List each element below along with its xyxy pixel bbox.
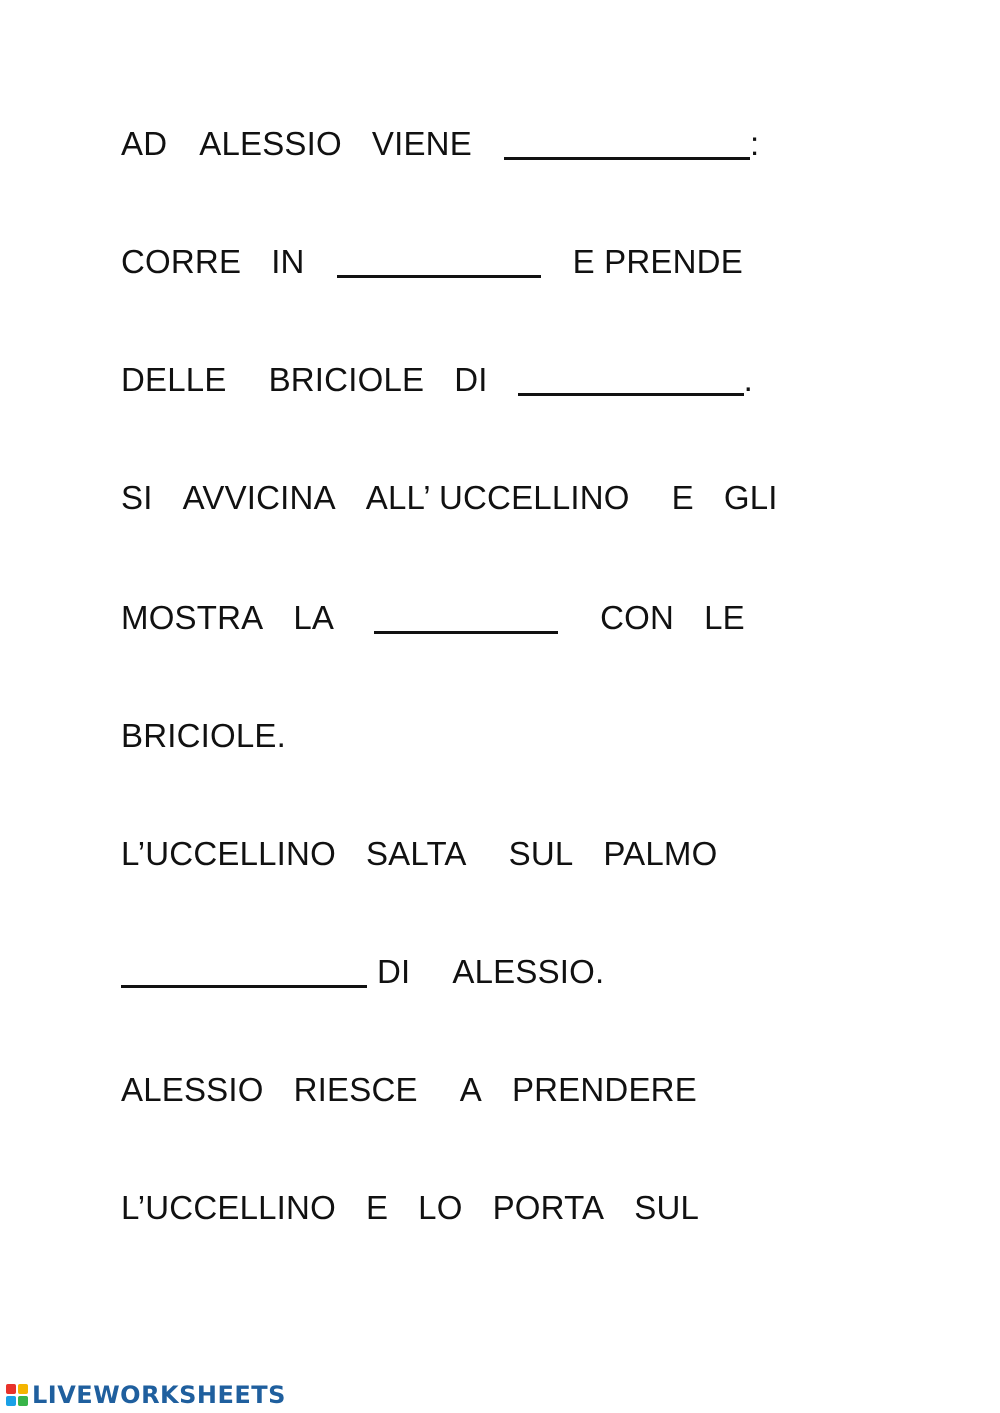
line-text: SI <box>121 479 153 516</box>
answer-blank[interactable] <box>121 953 367 988</box>
line-text: IN <box>271 243 305 280</box>
line-text: AD <box>121 125 168 162</box>
line-text: ALESSIO. <box>452 953 605 990</box>
logo-square <box>6 1396 16 1406</box>
line-text: ALESSIO <box>199 125 342 162</box>
line-text: BRICIOLE. <box>121 717 287 754</box>
line-text: LA <box>293 599 335 636</box>
liveworksheets-logo-icon <box>6 1384 28 1406</box>
line-text: E <box>365 1189 389 1226</box>
footer-logo <box>6 1380 286 1410</box>
answer-blank[interactable] <box>518 361 744 396</box>
line-text: . <box>743 361 753 398</box>
line-text: LE <box>704 599 745 636</box>
logo-square <box>6 1384 16 1394</box>
line-text: PORTA <box>492 1189 605 1226</box>
text-line <box>121 356 753 400</box>
text-line <box>121 594 745 638</box>
line-text: PRENDERE <box>511 1071 697 1108</box>
line-text: L’UCCELLINO <box>121 1189 336 1226</box>
line-text: MOSTRA <box>121 599 264 636</box>
line-text: VIENE <box>371 125 472 162</box>
line-text: RIESCE <box>293 1071 418 1108</box>
line-text: E PRENDE <box>572 243 743 280</box>
answer-blank[interactable] <box>374 599 558 634</box>
line-text: AVVICINA <box>182 479 336 516</box>
line-text: SALTA <box>365 835 467 872</box>
line-text: PALMO <box>603 835 718 872</box>
line-text: DELLE <box>121 361 227 398</box>
line-text: A <box>459 1071 482 1108</box>
logo-square <box>18 1384 28 1394</box>
line-text: LO <box>418 1189 463 1226</box>
line-text: DI <box>377 953 411 990</box>
text-line <box>121 238 743 282</box>
line-text: : <box>749 125 760 162</box>
line-text: E <box>671 479 694 516</box>
answer-blank[interactable] <box>504 125 750 160</box>
logo-square <box>18 1396 28 1406</box>
line-text: ALESSIO <box>121 1071 264 1108</box>
text-line <box>121 830 718 874</box>
line-text: GLI <box>723 479 778 516</box>
answer-blank[interactable] <box>337 243 541 278</box>
line-text: DI <box>454 361 488 398</box>
text-line <box>121 120 759 164</box>
line-text: SUL <box>634 1189 700 1226</box>
text-line <box>121 1066 697 1110</box>
line-text: L’UCCELLINO <box>121 835 336 872</box>
text-line <box>121 948 604 992</box>
text-line <box>121 1184 699 1228</box>
line-text: BRICIOLE <box>268 361 425 398</box>
logo-text: LIVEWORKSHEETS <box>32 1381 286 1409</box>
line-text: SUL <box>508 835 574 872</box>
line-text: CON <box>600 599 675 636</box>
text-line <box>121 712 286 756</box>
line-text: ALL’ UCCELLINO <box>365 479 630 516</box>
line-text: CORRE <box>121 243 242 280</box>
text-line <box>121 474 778 518</box>
